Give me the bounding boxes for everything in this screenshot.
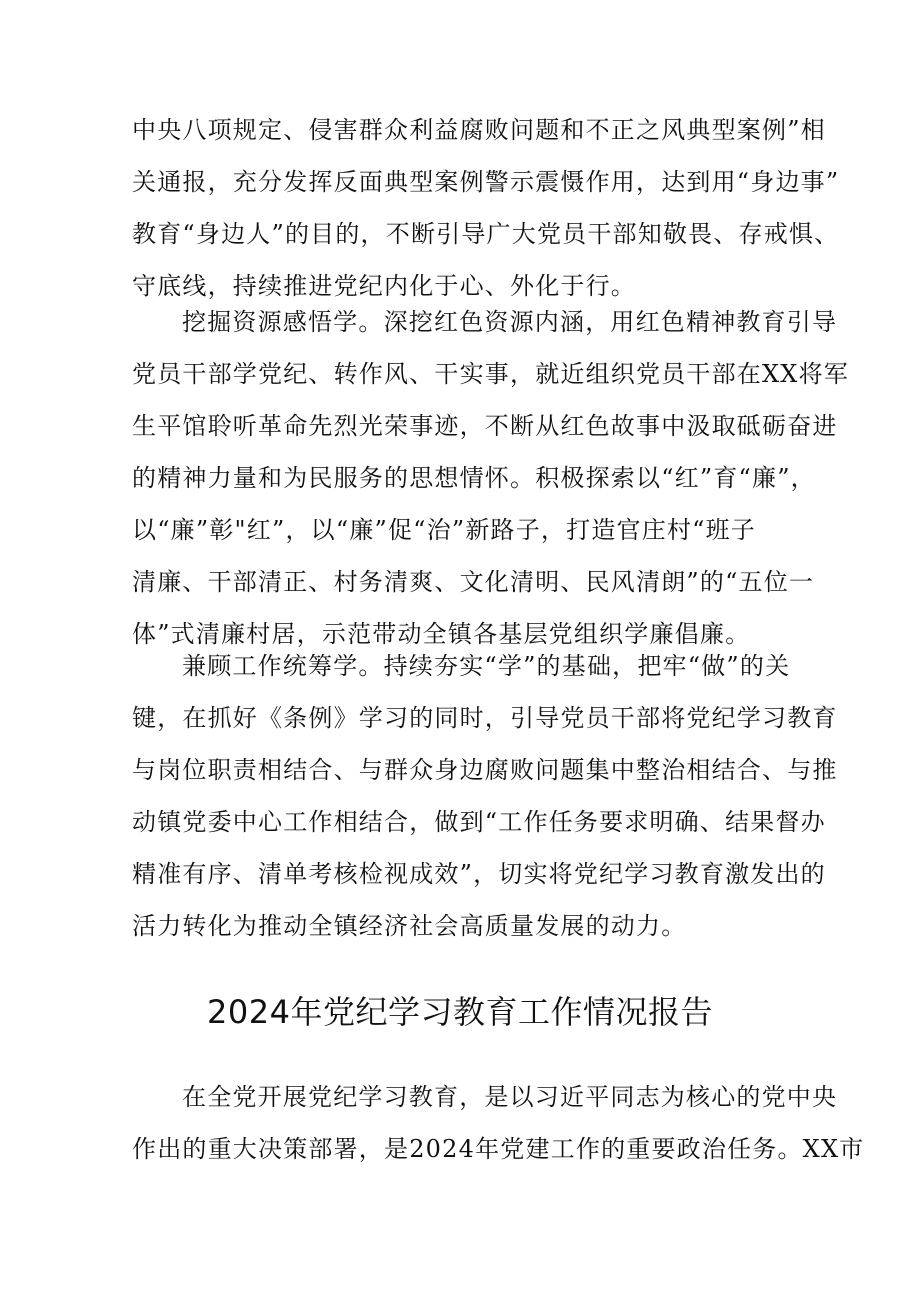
text-line: 以“廉”彰"红”，以“廉”促“治”新路子，打造官庄村“班子 xyxy=(132,516,756,544)
text-line: 作出的重大决策部署，是2024年党建工作的重要政治任务。XX市 xyxy=(132,1135,865,1163)
text-line: 动镇党委中心工作相结合，做到“工作任务要求明确、结果督办 xyxy=(132,808,826,836)
text-line: 生平馆聆听革命先烈光荣事迹，不断从红色故事中汲取砥砺奋进 xyxy=(132,412,838,440)
text-line: 的精神力量和为民服务的思想情怀。积极探索以“红”育“廉”， xyxy=(132,464,816,492)
text-line: 挖掘资源感悟学。深挖红色资源内涵，用红色精神教育引导 xyxy=(182,308,838,336)
text-line: 中央八项规定、侵害群众利益腐败问题和不正之风典型案例”相 xyxy=(132,116,826,144)
text-line: 体”式清廉村居，示范带动全镇各基层党组织学廉倡廉。 xyxy=(132,620,751,648)
paragraph-case-notification xyxy=(132,104,840,312)
text-line: 关通报，充分发挥反面典型案例警示震慑作用，达到用“身边事” xyxy=(132,168,840,196)
text-line: 清廉、干部清正、村务清爽、文化清明、民风清朗”的“五位一 xyxy=(132,568,815,596)
paragraph-report-intro xyxy=(132,1071,865,1175)
text-line: 与岗位职责相结合、与群众身边腐败问题集中整治相结合、与推 xyxy=(132,756,838,784)
text-line: 兼顾工作统筹学。持续夯实“学”的基础，把牢“做”的关 xyxy=(182,652,791,680)
text-line: 活力转化为推动全镇经济社会高质量发展的动力。 xyxy=(132,912,687,940)
paragraph-red-resources xyxy=(132,296,849,660)
text-line: 守底线，持续推进党纪内化于心、外化于行。 xyxy=(132,272,636,300)
paragraph-work-coordination xyxy=(132,640,838,952)
text-line: 党员干部学党纪、转作风、干实事，就近组织党员干部在XX将军 xyxy=(132,360,849,388)
text-line: 在全党开展党纪学习教育，是以习近平同志为核心的党中央 xyxy=(182,1083,838,1111)
text-line: 精准有序、清单考核检视成效”，切实将党纪学习教育激发出的 xyxy=(132,860,826,888)
text-line: 教育“身边人”的目的，不断引导广大党员干部知敬畏、存戒惧、 xyxy=(132,220,840,248)
text-line: 键，在抓好《条例》学习的同时，引导党员干部将党纪学习教育 xyxy=(132,704,838,732)
report-title: 2024年党纪学习教育工作情况报告 xyxy=(207,993,713,1031)
